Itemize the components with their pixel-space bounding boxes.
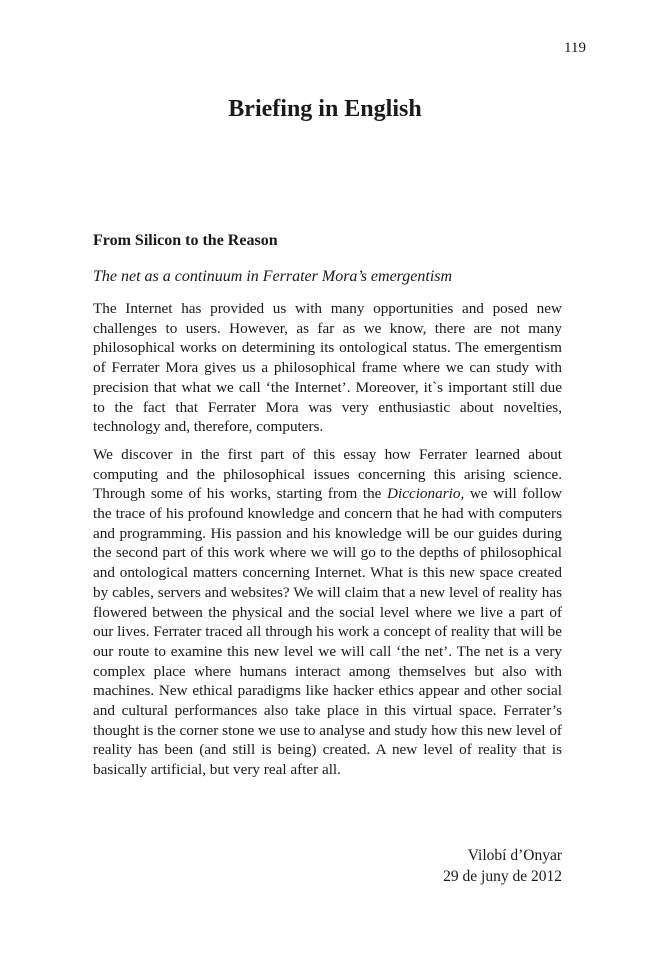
paragraph-2 bbox=[93, 445, 562, 780]
diccionario-title: Diccionario bbox=[387, 485, 461, 503]
signature-date: 29 de juny de 2012 bbox=[443, 868, 562, 885]
article-body bbox=[93, 232, 562, 788]
section-heading: From Silicon to the Reason bbox=[93, 232, 278, 249]
paragraph-2-text-start: We discover in the first part of this essay how Ferrater learned about computing and the philosophical issues concerning this arising science. Through some of his works, starting from the bbox=[93, 445, 562, 503]
paragraph-1: The Internet has provided us with many opportunities and posed new challenges to users. However, as far as we know, there are not many philosophical works on determining its ontological status. The emergentism of Ferrater Mora gives us a philosophical frame where we can study with precision that what we call ‘the Internet’. Moreover, it`s important still due to the fact that Ferrater Mora was very enthusiastic about novelties, technology and, therefore, computers. bbox=[93, 300, 562, 436]
page-title: Briefing in English bbox=[228, 96, 422, 122]
section-subtitle: The net as a continuum in Ferrater Mora’s emergentism bbox=[93, 268, 453, 285]
signature-block bbox=[443, 845, 562, 887]
paragraph-2-text-end: , we will follow the trace of his profound knowledge and concern that he had with computers and programming. His passion and his knowledge will be our guides during the second part of this work where we will go to the depths of philosophical and ontological matters concerning Internet. What is this new space created by cables, servers and websites? We will claim that a new level of reality has flowered between the physical and the social level where we live a part of our lives. Ferrater traced all through his work a concept of reality that will be our route to examine this new level we will call ‘the net’. The net is a very complex place where humans interact among themselves but also with machines. New ethical paradigms like hacker ethics appear and other social and cultural performances also take place in this virtual space. Ferrater’s thought is the corner stone we use to analyse and study how this new level of reality has been (and still is being) created. A new level of reality that is basically artificial, but very real after all. bbox=[93, 485, 562, 779]
signature-place: Vilobí d’Onyar bbox=[467, 847, 562, 864]
page-number: 119 bbox=[564, 40, 586, 56]
